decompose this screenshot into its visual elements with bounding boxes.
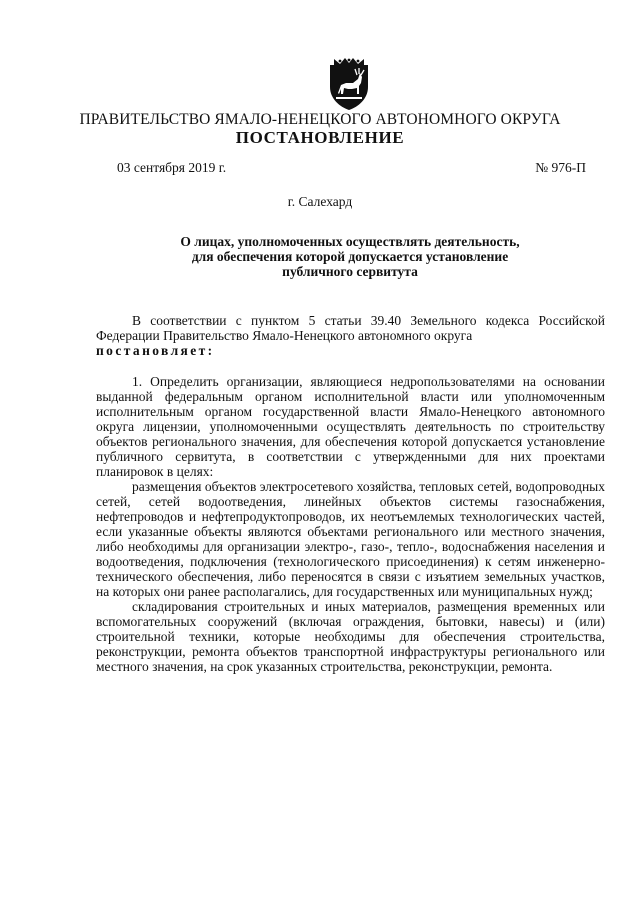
document-body: [96, 313, 605, 674]
document-type: ПОСТАНОВЛЕНИЕ: [235, 128, 405, 147]
document-title: [130, 234, 570, 279]
title-line: для обеспечения которой допускается установление: [191, 249, 509, 264]
document-city: г. Салехард: [287, 194, 353, 209]
body-paragraph: 1. Определить организации, являющиеся недропользователями на основании выданной федеральным органом исполнительной власти или уполномоченным исполнительным органом государственной власти Ямало-Ненецкого автономного округа лицензии, уполномоченными осуществлять деятельность по строительству объектов регионального значения, для обеспечения которой допускается установление публичного сервитута, в соответствии с утвержденными для них проектами планировок в целях:: [96, 374, 605, 479]
body-paragraph: размещения объектов электросетевого хозяйства, тепловых сетей, водопроводных сетей, сетей водоотведения, линейных объектов системы газоснабжения, нефтепроводов и нефтепродуктопроводов, их неотъемлемых технологических частей, если указанные объекты являются объектами регионального или местного значения, либо необходимы для организации электро-, газо-, тепло-, водоснабжения населения и водоотведения, подключения (технологического присоединения) к сетям инженерно-технического обеспечения, либо переносятся в связи с изъятием земельных участков, на которых они ранее располагались, для государственных или муниципальных нужд;: [96, 479, 605, 599]
body-paragraph: складирования строительных и иных материалов, размещения временных или вспомогательных сооружений (включая ограждения, бытовки, навесы) и (или) строительной техники, которые необходимы для обеспечения строительства, реконструкции, ремонта объектов транспортной инфраструктуры регионального или местного значения, на срок указанных строительства, реконструкции, ремонта.: [96, 599, 605, 674]
document-number: № 976-П: [535, 160, 586, 175]
title-line: О лицах, уполномоченных осуществлять деятельность,: [180, 234, 520, 249]
resolves-word: постановляет:: [96, 343, 215, 358]
preamble-text: В соответствии с пунктом 5 статьи 39.40 Земельного кодекса Российской Федерации Правительство Ямало-Ненецкого автономного округа: [96, 313, 605, 343]
coat-of-arms-icon: [326, 55, 372, 111]
title-line: публичного сервитута: [282, 264, 418, 279]
organization-name: ПРАВИТЕЛЬСТВО ЯМАЛО-НЕНЕЦКОГО АВТОНОМНОГО ОКРУГА: [79, 111, 561, 128]
document-date: 03 сентября 2019 г.: [117, 160, 227, 175]
preamble-block: [96, 313, 605, 358]
